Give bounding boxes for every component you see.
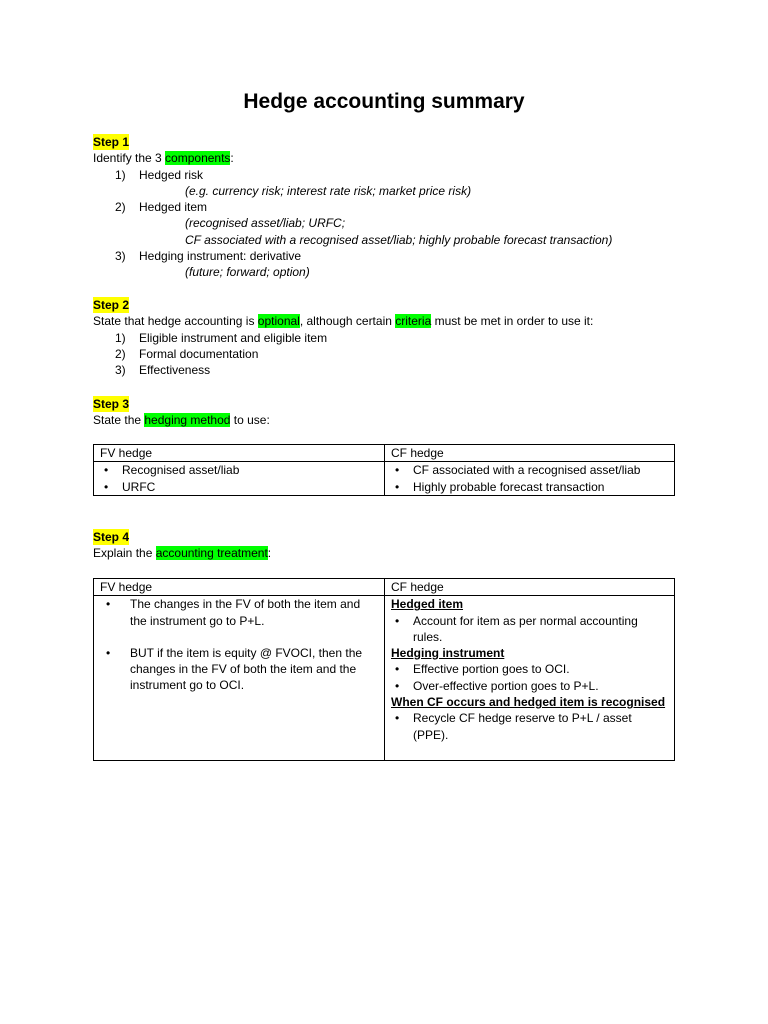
table-header-fv: FV hedge xyxy=(94,445,385,462)
highlight-optional: optional xyxy=(257,314,300,329)
table-cell-cf xyxy=(385,596,675,761)
list-item: 3) Effectiveness xyxy=(115,363,211,378)
list-item: 1) Eligible instrument and eligible item xyxy=(115,330,328,345)
list-item-note: (future; forward; option) xyxy=(185,265,310,280)
hedging-instrument-heading: Hedging instrument xyxy=(391,646,505,661)
step-2-label: Step 2 xyxy=(93,298,130,312)
list-item: • Over-effective portion goes to P+L. xyxy=(391,678,668,694)
list-item: • Highly probable forecast transaction xyxy=(391,479,668,495)
hedged-item-heading: Hedged item xyxy=(391,597,464,612)
table-cell-fv xyxy=(94,596,385,761)
list-item: • CF associated with a recognised asset/liab xyxy=(391,462,668,478)
list-item-note: (recognised asset/liab; URFC; xyxy=(185,216,346,231)
table-header-cf: CF hedge xyxy=(385,579,675,596)
table-header-cf: CF hedge xyxy=(385,445,675,462)
step-4-section xyxy=(93,529,678,562)
step-3-intro: State the hedging method to use: xyxy=(93,413,270,428)
list-item: • Recognised asset/liab xyxy=(100,462,378,478)
list-item: • The changes in the FV of both the item and the instrument go to P+L. xyxy=(100,596,378,629)
list-item: 1) Hedged risk xyxy=(115,167,204,182)
step-3-section xyxy=(93,396,678,429)
step-2-intro: State that hedge accounting is optional, although certain criteria must be met in order to use it: xyxy=(93,314,594,329)
step-3-label: Step 3 xyxy=(93,397,130,411)
step-4-intro: Explain the accounting treatment: xyxy=(93,546,272,561)
highlight-accounting-treatment: accounting treatment xyxy=(155,546,268,561)
hedging-method-table xyxy=(93,444,675,496)
table-header-fv: FV hedge xyxy=(94,579,385,596)
highlight-hedging-method: hedging method xyxy=(144,413,231,428)
list-item: • BUT if the item is equity @ FVOCI, then the changes in the FV of both the item and the instrument go to OCI. xyxy=(100,645,378,694)
step-2-section xyxy=(93,297,678,378)
table-cell-fv xyxy=(94,462,385,496)
list-item: • Effective portion goes to OCI. xyxy=(391,661,668,677)
accounting-treatment-table xyxy=(93,578,675,761)
step-4-label: Step 4 xyxy=(93,530,130,544)
step-1-section xyxy=(93,134,678,281)
list-item-note: (e.g. currency risk; interest rate risk; market price risk) xyxy=(185,183,472,198)
list-item: • Recycle CF hedge reserve to P+L / asset (PPE). xyxy=(391,710,668,743)
list-item: • URFC xyxy=(100,479,378,495)
page-title: Hedge accounting summary xyxy=(243,90,525,113)
cf-occurs-heading: When CF occurs and hedged item is recognised xyxy=(391,695,666,710)
list-item: 3) Hedging instrument: derivative xyxy=(115,249,302,264)
table-cell-cf xyxy=(385,462,675,496)
highlight-components: components xyxy=(165,151,231,166)
highlight-criteria: criteria xyxy=(395,314,432,329)
list-item-note: CF associated with a recognised asset/liab; highly probable forecast transaction) xyxy=(185,232,613,247)
step-1-label: Step 1 xyxy=(93,135,130,149)
step-2-list xyxy=(93,330,678,379)
step-1-list xyxy=(93,167,678,281)
list-item: • Account for item as per normal accounting rules. xyxy=(391,613,668,646)
step-1-intro: Identify the 3 components: xyxy=(93,151,234,166)
list-item: 2) Hedged item xyxy=(115,200,208,215)
list-item: 2) Formal documentation xyxy=(115,346,259,361)
